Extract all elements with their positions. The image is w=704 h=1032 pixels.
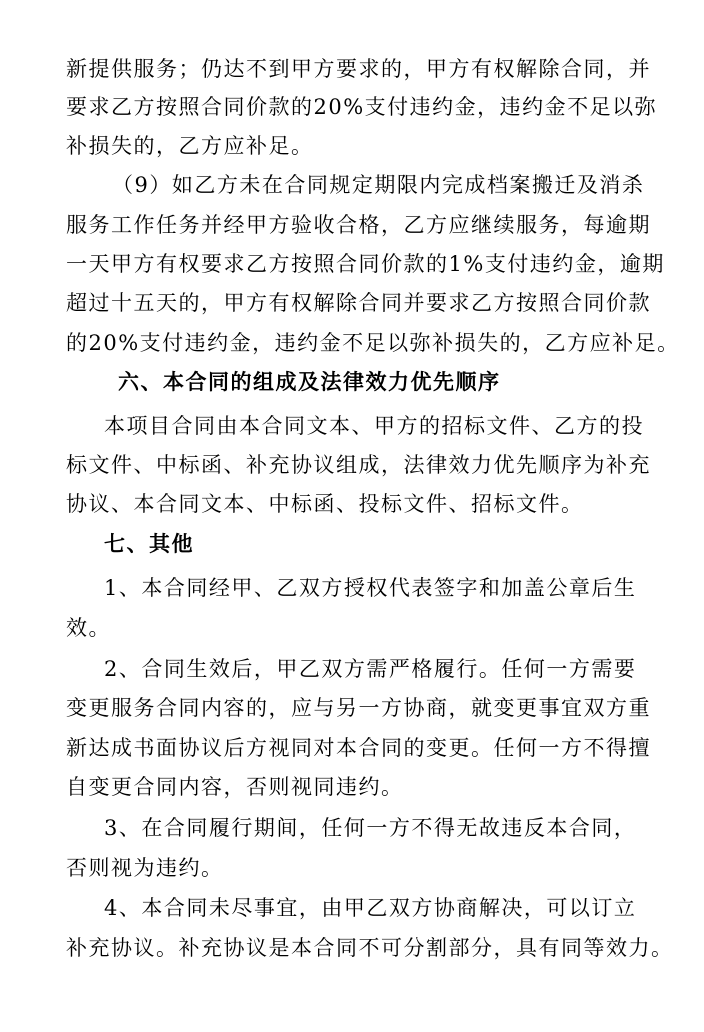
- text-line: 的20%支付违约金，违约金不足以弥补损失的，乙方应补足。: [66, 331, 680, 355]
- text-line: 变更服务合同内容的，应与另一方协商，就变更事宜双方重: [66, 696, 651, 720]
- text-line: （9）如乙方未在合同规定期限内完成档案搬迁及消杀: [112, 173, 645, 197]
- text-line: 一天甲方有权要求乙方按照合同价款的1%支付违约金，逾期: [66, 252, 665, 276]
- section-heading: 七、其他: [104, 532, 194, 556]
- text-line: 超过十五天的，甲方有权解除合同并要求乙方按照合同价款: [66, 291, 651, 315]
- text-line: 2、合同生效后，甲乙双方需严格履行。任何一方需要: [104, 657, 637, 681]
- text-line: 自变更合同内容，否则视同违约。: [66, 775, 404, 799]
- text-line: 本项目合同由本合同文本、甲方的招标文件、乙方的投: [104, 414, 644, 438]
- text-line: 新提供服务；仍达不到甲方要求的，甲方有权解除合同，并: [66, 57, 651, 81]
- text-line: 标文件、中标函、补充协议组成，法律效力优先顺序为补充: [66, 453, 651, 477]
- text-line: 新达成书面协议后方视同对本合同的变更。任何一方不得擅: [66, 736, 651, 760]
- text-line: 效。: [66, 616, 111, 640]
- text-line: 要求乙方按照合同价款的20%支付违约金，违约金不足以弥: [66, 95, 658, 119]
- text-line: 补损失的，乙方应补足。: [66, 134, 314, 158]
- text-line: 协议、本合同文本、中标函、投标文件、招标文件。: [66, 492, 584, 516]
- text-line: 服务工作任务并经甲方验收合格，乙方应继续服务，每逾期: [66, 213, 651, 237]
- text-line: 1、本合同经甲、乙双方授权代表签字和加盖公章后生: [104, 576, 637, 600]
- text-line: 4、本合同未尽事宜，由甲乙双方协商解决，可以订立: [104, 896, 637, 920]
- text-line: 否则视为违约。: [66, 856, 224, 880]
- section-heading: 六、本合同的组成及法律效力优先顺序: [118, 370, 501, 394]
- text-line: 3、在合同履行期间，任何一方不得无故违反本合同，: [104, 816, 637, 840]
- text-line: 补充协议。补充协议是本合同不可分割部分，具有同等效力。: [66, 936, 674, 960]
